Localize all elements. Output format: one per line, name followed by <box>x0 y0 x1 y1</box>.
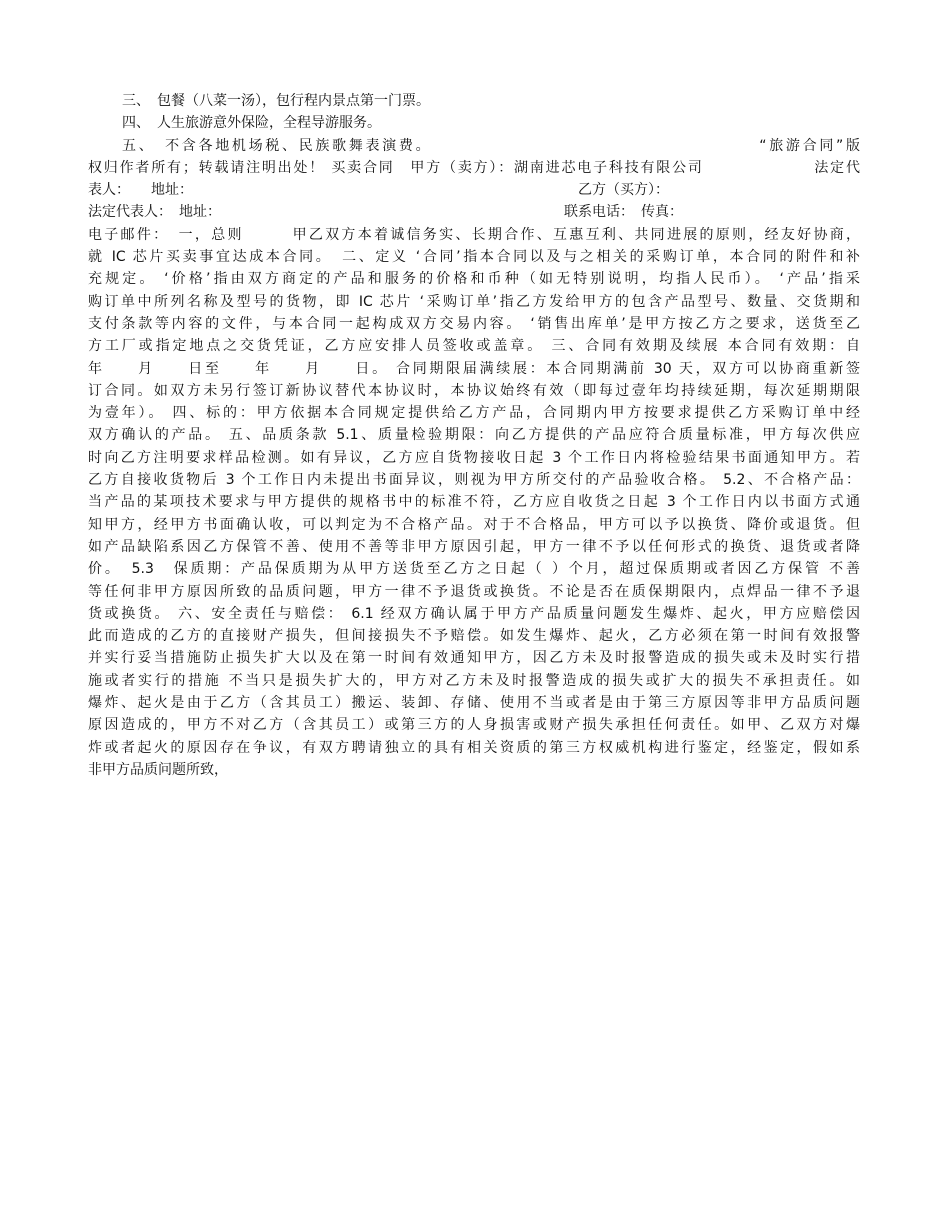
text-line: 五、 不含各地机场税、民族歌舞表演费。 “旅游合同”版 <box>122 137 860 154</box>
text-line: 非甲方品质问题所致， <box>88 761 228 778</box>
text-line: 爆炸、起火是由于乙方（含其员工）搬运、装卸、存储、使用不当或者是由于第三方原因等非甲方品质问题 <box>88 695 860 712</box>
text-line: 此而造成的乙方的直接财产损失，但间接损失不予赔偿。如发生爆炸、起火，乙方必须在第一时间有效报警 <box>88 628 860 645</box>
text-line: 乙方自接收货物后 3 个工作日内未提出书面异议，则视为甲方所交付的产品验收合格。 5.2、不合格产品： <box>88 472 860 489</box>
text-line: 购订单中所列名称及型号的货物，即 IC 芯片 ‘采购订单’指乙方发给甲方的包含产品型号、数量、交货期和 <box>88 293 860 310</box>
text-line: 等任何非甲方原因所致的品质问题，甲方一律不予退货或换货。不论是否在质保期限内，点焊品一律不予退 <box>88 583 860 600</box>
text-line: 法定代表人： 地址： 联系电话： 传真： <box>88 204 683 221</box>
text-line: 并实行妥当措施防止损失扩大以及在第一时间有效通知甲方，因乙方未及时报警造成的损失或未及时实行措 <box>88 650 860 667</box>
text-line: 货或换货。 六、安全责任与赔偿： 6.1 经双方确认属于甲方产品质量问题发生爆炸、起火，甲方应赔偿因 <box>88 605 860 622</box>
text-line: 电子邮件： 一，总则 甲乙双方本着诚信务实、长期合作、互惠互利、共同进展的原则，经友好协商， <box>88 226 860 243</box>
text-line: 知甲方，经甲方书面确认收，可以判定为不合格产品。对于不合格品，甲方可以予以换货、降价或退货。但 <box>88 516 860 533</box>
text-line: 价。 5.3 保质期：产品保质期为从甲方送货至乙方之日起（ ）个月，超过保质期或者因乙方保管 不善 <box>88 561 860 578</box>
text-line: 原因造成的，甲方不对乙方（含其员工）或第三方的人身损害或财产损失承担任何责任。如甲、乙双方对爆 <box>88 717 860 734</box>
text-line: 四、 人生旅游意外保险，全程导游服务。 <box>122 115 381 132</box>
text-line: 当产品的某项技术要求与甲方提供的规格书中的标准不符，乙方应自收货之日起 3 个工作日内以书面方式通 <box>88 494 860 511</box>
text-line: 三、 包餐（八菜一汤），包行程内景点第一门票。 <box>122 93 430 109</box>
text-line: 权归作者所有；转载请注明出处！ 买卖合同 甲方（卖方）：湖南进芯电子科技有限公司 法定代 <box>88 159 860 176</box>
text-line: 方工厂或指定地点之交货凭证，乙方应安排人员签收或盖章。 三、合同有效期及续展 本合同有效期：自 <box>88 338 860 355</box>
text-line: 双方确认的产品。 五、品质条款 5.1、质量检验期限：向乙方提供的产品应符合质量标准，甲方每次供应 <box>88 427 860 444</box>
text-line: 为壹年）。 四、标的：甲方依据本合同规定提供给乙方产品，合同期内甲方按要求提供乙方采购订单中经 <box>88 405 860 422</box>
text-line: 时向乙方注明要求样品检测。如有异议，乙方应自货物接收日起 3 个工作日内将检验结果书面通知甲方。若 <box>88 449 860 466</box>
text-line: 表人： 地址： 乙方（买方）： <box>88 182 669 199</box>
text-line: 如产品缺陷系因乙方保管不善、使用不善等非甲方原因引起，甲方一律不予以任何形式的换货、退货或者降 <box>88 538 860 555</box>
text-line: 订合同。如双方未另行签订新协议替代本协议时，本协议始终有效（即每过壹年均持续延期，每次延期期限 <box>88 382 860 399</box>
document-body <box>88 90 860 781</box>
text-line: 支付条款等内容的文件，与本合同一起构成双方交易内容。 ‘销售出库单’是甲方按乙方之要求，送货至乙 <box>88 315 860 332</box>
text-line: 施或者实行的措施 不当只是损失扩大的，甲方对乙方未及时报警造成的损失或扩大的损失不承担责任。如 <box>88 672 860 689</box>
text-line: 就 IC 芯片买卖事宜达成本合同。 二、定义 ‘合同’指本合同以及与之相关的采购订单，本合同的附件和补 <box>88 249 860 266</box>
text-line: 充规定。 ‘价格’指由双方商定的产品和服务的价格和币种（如无特别说明，均指人民币）。 ‘产品’指采 <box>88 271 860 288</box>
text-line: 炸或者起火的原因存在争议，有双方聘请独立的具有相关资质的第三方权威机构进行鉴定，经鉴定，假如系 <box>88 739 860 756</box>
text-line: 年 月 日至 年 月 日。 合同期限届满续展：本合同期满前 30 天，双方可以协商重新签 <box>88 360 860 377</box>
